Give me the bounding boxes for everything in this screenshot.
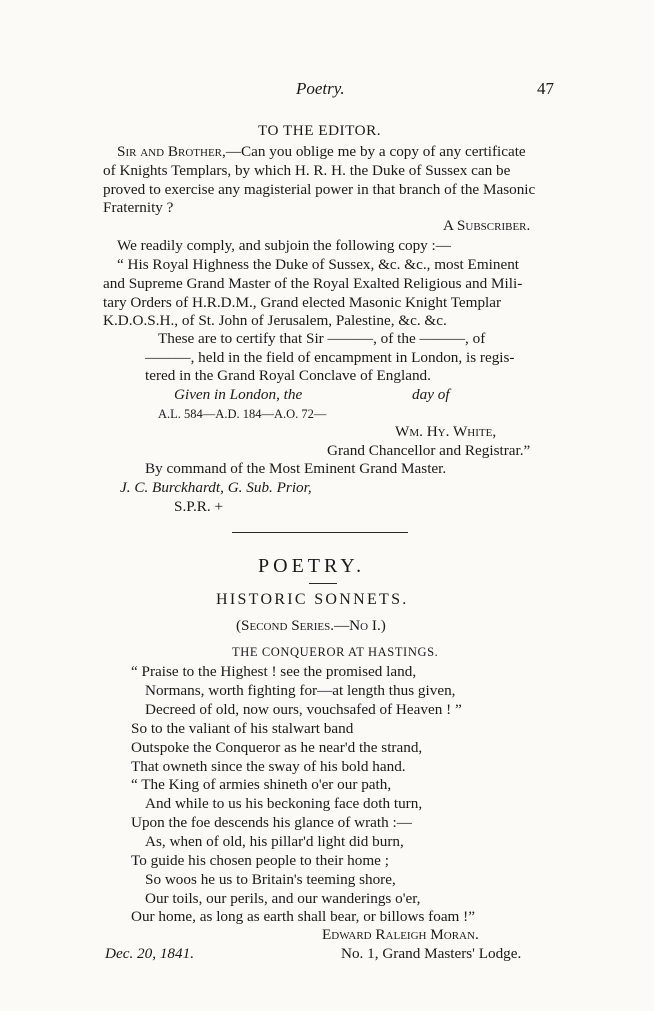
letter-line-3: proved to exercise any magisterial power in that branch of the Masonic	[103, 181, 536, 198]
page-number: 47	[537, 79, 554, 98]
letter-signature: A Subscriber.	[443, 217, 531, 234]
quote-line-3: tary Orders of H.R.D.M., Grand elected Masonic Knight Templar	[103, 294, 502, 311]
poem-date: Dec. 20, 1841.	[105, 945, 194, 962]
poem-line: That owneth since the sway of his bold hand.	[131, 758, 406, 775]
poem-line: As, when of old, his pillar'd light did burn,	[145, 833, 404, 850]
poem-line: Decreed of old, now ours, vouchsafed of Heaven ! ”	[145, 701, 462, 718]
poem-line: So woos he us to Britain's teeming shore,	[145, 871, 396, 888]
poem-line: “ The King of armies shineth o'er our path,	[131, 776, 392, 793]
series-subtitle: (Second Series.—No I.)	[236, 617, 386, 634]
prior-line: J. C. Burckhardt, G. Sub. Prior,	[120, 479, 312, 496]
given-day-of: day of	[412, 386, 450, 403]
section-divider	[232, 532, 408, 533]
title-divider	[309, 583, 337, 584]
running-title: Poetry.	[296, 79, 345, 98]
certificate-line-3: tered in the Grand Royal Conclave of England.	[145, 367, 431, 384]
reply-intro: We readily comply, and subjoin the following copy :—	[117, 237, 451, 254]
letter-line-2: of Knights Templars, by which H. R. H. the Duke of Sussex can be	[103, 162, 511, 179]
letter-heading: TO THE EDITOR.	[258, 122, 382, 139]
given-in-london: Given in London, the	[174, 386, 303, 403]
salutation: Sir and Brother,	[117, 143, 226, 160]
letter-line-1	[117, 143, 526, 161]
poem-line: And while to us his beckoning face doth turn,	[145, 795, 423, 812]
poem-line: Our home, as long as earth shall bear, or billows foam !”	[131, 908, 475, 925]
quote-line-2: and Supreme Grand Master of the Royal Exalted Religious and Mili-	[103, 275, 523, 292]
poem-line: So to the valiant of his stalwart band	[131, 720, 354, 737]
certificate-line-2: ———, held in the field of encampment in London, is regis-	[145, 349, 515, 366]
poem-lodge: No. 1, Grand Masters' Lodge.	[341, 945, 522, 962]
series-title: HISTORIC SONNETS.	[216, 591, 409, 608]
letter-text-1: —Can you oblige me by a copy of any certificate	[225, 143, 526, 160]
poem-line: Upon the foe descends his glance of wrath :—	[131, 814, 412, 831]
poem-line: “ Praise to the Highest ! see the promised land,	[131, 663, 417, 680]
poem-line: Normans, worth fighting for—at length thus given,	[145, 682, 456, 699]
poem-line: To guide his chosen people to their home ;	[131, 852, 389, 869]
quote-line-1: “ His Royal Highness the Duke of Sussex, &c. &c., most Eminent	[117, 256, 520, 273]
certificate-line-1: These are to certify that Sir ———, of the ———, of	[158, 330, 486, 347]
command-line: By command of the Most Eminent Grand Master.	[145, 460, 447, 477]
poem-author: Edward Raleigh Moran.	[322, 926, 479, 943]
letter-line-4: Fraternity ?	[103, 199, 174, 216]
certificate-dates: A.L. 584—A.D. 184—A.O. 72—	[158, 407, 327, 421]
prior-initials: S.P.R. +	[174, 498, 224, 515]
poem-line: Outspoke the Conqueror as he near'd the strand,	[131, 739, 423, 756]
poem-title: THE CONQUEROR AT HASTINGS.	[232, 645, 439, 659]
poetry-section-title: POETRY.	[258, 555, 366, 577]
certificate-signer-title: Grand Chancellor and Registrar.”	[327, 442, 531, 459]
quote-line-4: K.D.O.S.H., of St. John of Jerusalem, Palestine, &c. &c.	[103, 312, 447, 329]
poem-line: Our toils, our perils, and our wanderings o'er,	[145, 890, 421, 907]
certificate-signer: Wm. Hy. White,	[395, 423, 497, 440]
